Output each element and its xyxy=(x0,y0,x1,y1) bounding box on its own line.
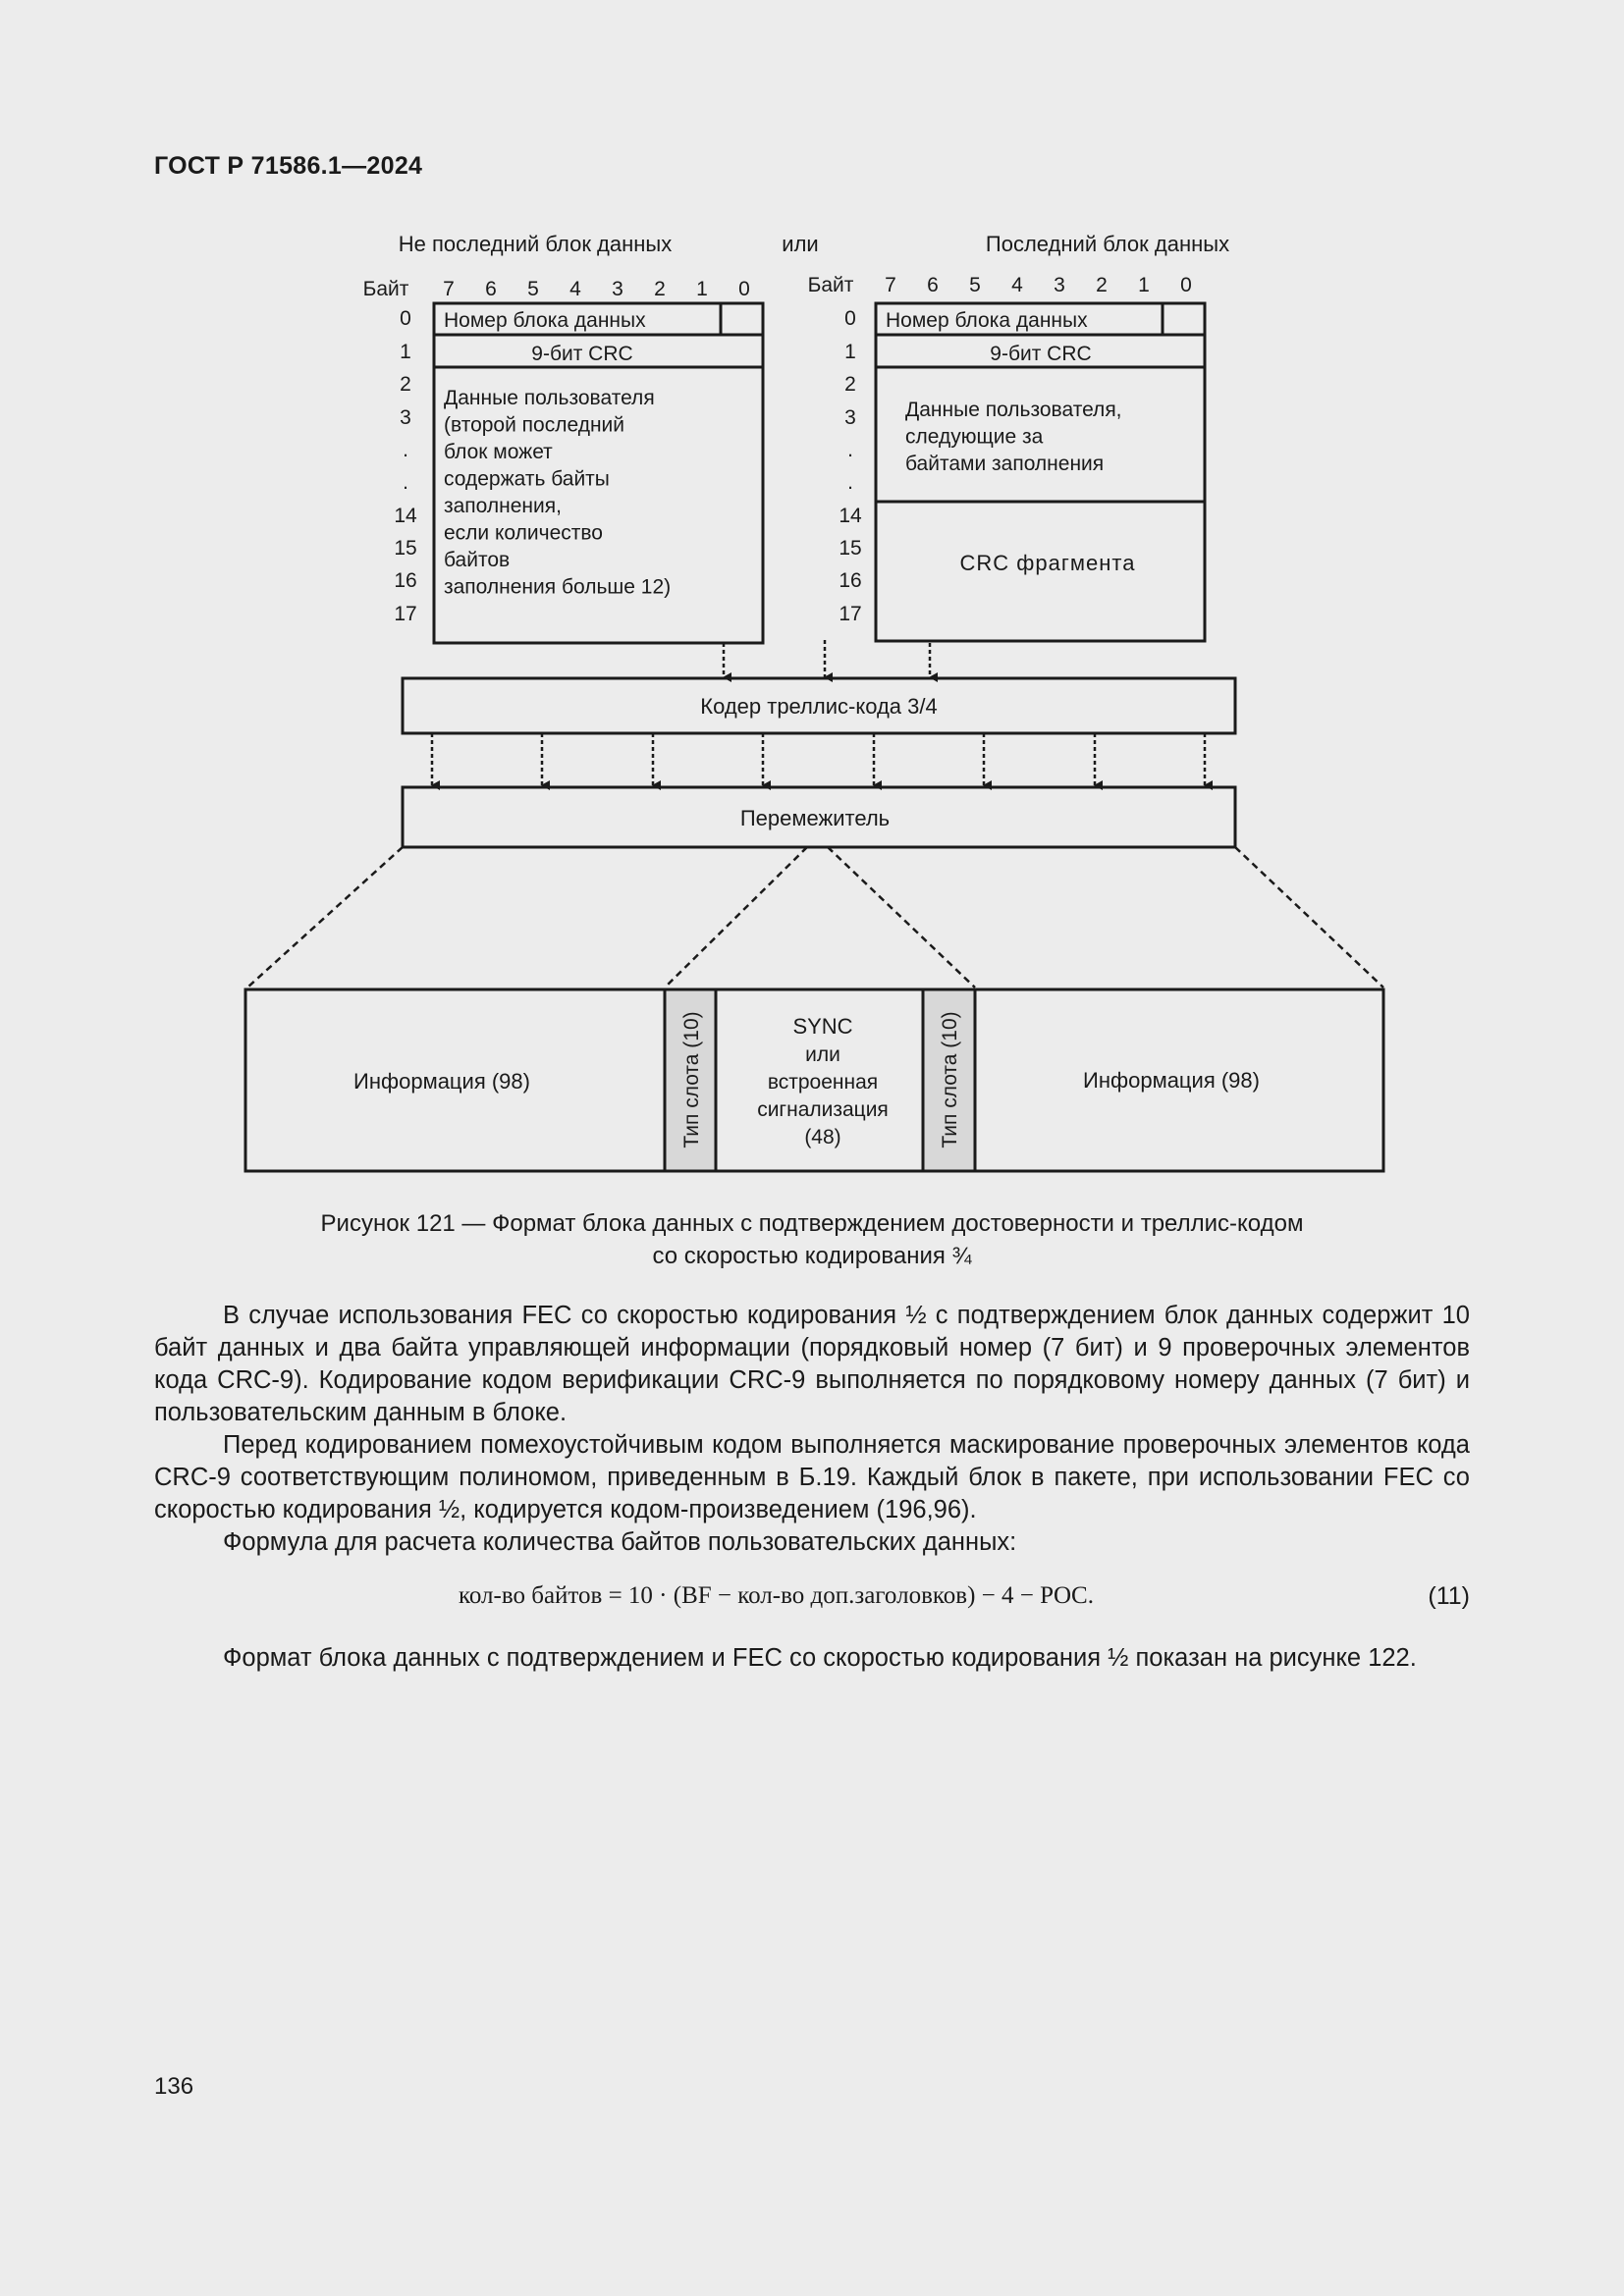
sync-line: (48) xyxy=(804,1126,841,1148)
left-bit-label: 3 xyxy=(612,278,623,300)
left-row-label: . xyxy=(403,471,408,494)
right-row-label: . xyxy=(847,439,853,461)
right-row-label: 16 xyxy=(839,569,862,592)
paragraph-3: Формула для расчета количества байтов пользовательских данных: xyxy=(223,1528,1017,1556)
left-user-data-line: Данные пользователя xyxy=(444,387,655,409)
left-user-data-line: содержать байты xyxy=(444,467,610,491)
figure-caption-line1: Рисунок 121 — Формат блока данных с подтверждением достоверности и треллис-кодом xyxy=(320,1210,1304,1237)
right-bit-label: 2 xyxy=(1096,274,1108,296)
left-row-label: 14 xyxy=(394,505,417,527)
left-row-labels xyxy=(394,307,417,625)
right-block-title: Последний блок данных xyxy=(985,232,1230,256)
sync-line: или xyxy=(805,1043,840,1066)
fragment-crc-label: CRC фрагмента xyxy=(959,551,1136,575)
left-bit-labels xyxy=(443,278,750,300)
interleaver-label: Перемежитель xyxy=(739,806,891,830)
right-row-label: 14 xyxy=(839,505,862,527)
left-bit-label: 0 xyxy=(738,278,750,300)
sync-field-text xyxy=(757,1014,889,1148)
right-user-data-line: Данные пользователя, xyxy=(905,399,1122,421)
left-row-label: 3 xyxy=(400,406,411,429)
encoder-output-arrows xyxy=(432,733,1205,785)
left-row-label: 15 xyxy=(394,537,417,560)
expansion-lines xyxy=(247,847,1383,988)
right-bit-label: 7 xyxy=(885,274,896,296)
right-bit-label: 6 xyxy=(927,274,939,296)
left-user-data-line: (второй последний xyxy=(444,413,625,437)
right-row-label: 1 xyxy=(844,341,856,363)
sync-line: сигнализация xyxy=(757,1098,889,1121)
right-row-label: 0 xyxy=(844,307,856,330)
right-byte-label: Байт xyxy=(807,274,854,296)
right-bit-label: 1 xyxy=(1138,274,1150,296)
left-row-label: 17 xyxy=(394,603,417,625)
right-row-label: 2 xyxy=(844,373,856,396)
page-number: 136 xyxy=(154,2073,194,2100)
right-user-data-text xyxy=(905,399,1122,475)
or-label: или xyxy=(782,232,819,256)
left-row-label: 0 xyxy=(400,307,411,330)
left-bit-label: 5 xyxy=(527,278,539,300)
left-row-label: 1 xyxy=(400,341,411,363)
right-block-number-label: Номер блока данных xyxy=(886,309,1088,332)
left-user-data-line: заполнения больше 12) xyxy=(444,575,672,599)
left-byte-label: Байт xyxy=(362,278,409,300)
left-user-data-line: если количество xyxy=(444,521,603,545)
right-row-label: 15 xyxy=(839,537,862,560)
paragraph-4: Формат блока данных с подтверждением и FEC со скоростью кодирования ½ показан на рисунке 122. xyxy=(223,1644,1417,1672)
right-user-data-line: следующие за xyxy=(905,425,1044,449)
info-left-label: Информация (98) xyxy=(353,1069,530,1094)
body-text-block-1 xyxy=(154,1300,1470,1559)
right-row-labels xyxy=(839,307,862,625)
figure-caption-line2: со скоростью кодирования ¾ xyxy=(652,1243,972,1269)
left-user-data-text xyxy=(444,387,671,599)
left-block-title: Не последний блок данных xyxy=(398,232,673,256)
formula-expression: кол-во байтов = 10 · (BF − кол-во доп.заголовков) − 4 − POC. xyxy=(459,1582,1094,1609)
left-user-data-line: байтов xyxy=(444,549,511,571)
left-crc9-label: 9-бит CRC xyxy=(531,343,633,365)
formula-number: (11) xyxy=(1428,1582,1470,1610)
right-bit-labels xyxy=(885,274,1192,296)
left-row-label: . xyxy=(403,439,408,461)
left-row-label: 2 xyxy=(400,373,411,396)
right-row-label: 17 xyxy=(839,603,862,625)
right-bit-label: 0 xyxy=(1180,274,1192,296)
left-block-number-label: Номер блока данных xyxy=(444,309,646,332)
trellis-encoder-label: Кодер треллис-кода 3/4 xyxy=(700,694,938,719)
right-bit-label: 5 xyxy=(969,274,981,296)
paragraph-2: Перед кодированием помехоустойчивым кодом выполняется маскирование проверочных элементов кода CRC-9 соответствующим полиномом, приведенным в Б.19. Каждый блок в пакете, при использовании FEC со скоростью кодирования ½, кодируется кодом-произведением (196,96). xyxy=(154,1431,1470,1523)
slot-type-right-label: Тип слота (10) xyxy=(939,1011,961,1148)
left-user-data-line: блок может xyxy=(444,441,553,463)
right-user-data-line: байтами заполнения xyxy=(905,453,1105,475)
left-bit-label: 6 xyxy=(485,278,497,300)
paragraph-1: В случае использования FEC со скоростью кодирования ½ с подтверждением блок данных содержит 10 байт данных и два байта управляющей информации (порядковый номер (7 бит) и 9 проверочных элементов кода CRC-9). Кодирование кодом верификации CRC-9 выполняется по порядковому номеру данных (7 бит) и пользовательским данным в блоке. xyxy=(154,1302,1470,1426)
right-crc9-label: 9-бит CRC xyxy=(990,343,1092,365)
right-row-label: 3 xyxy=(844,406,856,429)
right-bit-label: 3 xyxy=(1054,274,1065,296)
sync-line: SYNC xyxy=(792,1014,853,1039)
right-bit-label: 4 xyxy=(1011,274,1023,296)
left-bit-label: 4 xyxy=(569,278,581,300)
left-row-label: 16 xyxy=(394,569,417,592)
document-header: ГОСТ Р 71586.1—2024 xyxy=(154,152,423,180)
left-bit-label: 7 xyxy=(443,278,455,300)
sync-line: встроенная xyxy=(767,1071,879,1094)
right-row-label: . xyxy=(847,471,853,494)
info-right-label: Информация (98) xyxy=(1083,1068,1260,1093)
body-text-block-2 xyxy=(154,1642,1470,1675)
left-user-data-line: заполнения, xyxy=(444,495,562,517)
slot-type-left-label: Тип слота (10) xyxy=(680,1011,703,1148)
left-bit-label: 2 xyxy=(654,278,666,300)
left-bit-label: 1 xyxy=(696,278,708,300)
